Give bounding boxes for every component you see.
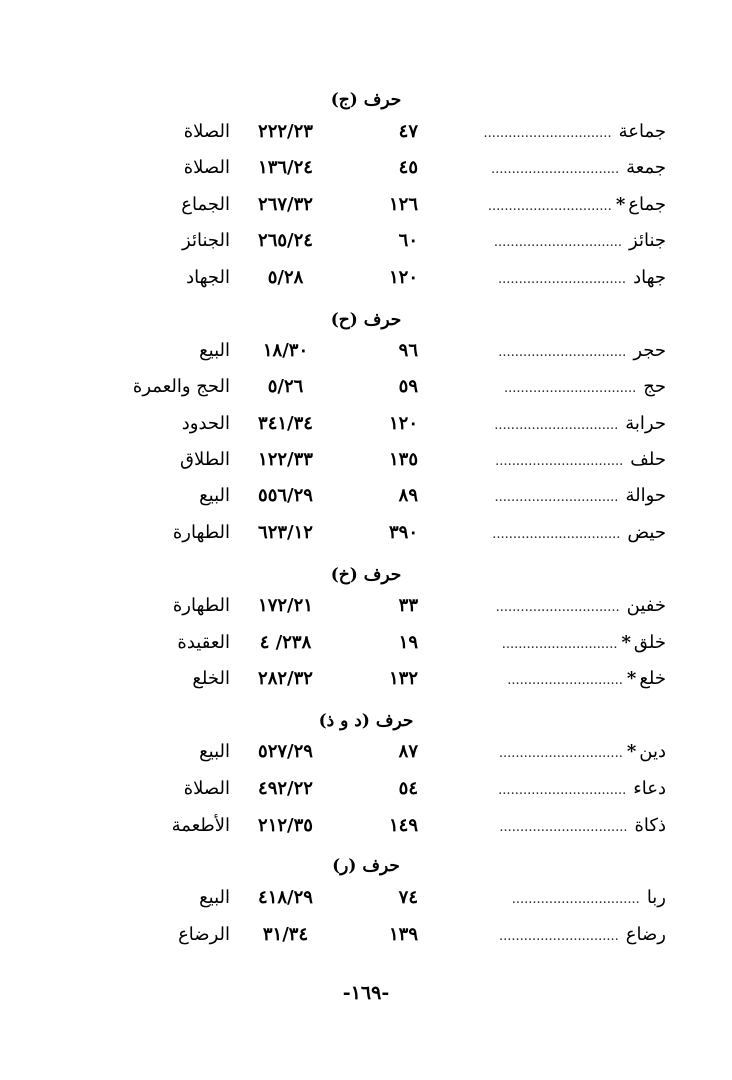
volume-reference: ٦٢٣/١٢ [258,522,313,543]
term: خلق*............................ [501,632,666,653]
page-number: ٤٥ [398,157,418,178]
volume-reference: ١٨/٣٠ [262,340,309,361]
book-name: الصلاة [183,778,230,799]
term: ربا............................... [511,887,666,908]
term: رضاع............................. [498,924,666,945]
section-title: حرف (ج) [330,90,402,110]
book-name: العقيدة [177,632,230,653]
list-item [0,632,732,662]
volume-reference: ٥/٢٨ [267,267,304,288]
page-number: ٦٠ [398,230,418,251]
term: حيض............................... [492,522,666,543]
volume-reference: ٢٨٢/٣٢ [258,668,313,689]
volume-reference: ٢٣٨/ ٤ [259,632,312,653]
page-number: ٣٣ [398,595,418,616]
term: حج................................ [504,376,666,397]
page-number: ٤٧ [398,121,418,142]
term: جمعة............................... [491,157,666,178]
book-name: البيع [199,340,230,361]
list-item [0,595,732,625]
page-number: ١٢٠ [388,413,418,434]
volume-reference: ٤١٨/٢٩ [258,887,313,908]
book-name: الرضاع [178,924,230,945]
list-item [0,413,732,443]
page-number: ١٤٩ [388,815,418,836]
volume-reference: ٢٢٢/٢٣ [258,121,313,142]
list-item [0,887,732,917]
term: خفين.............................. [495,595,666,616]
term: جماعة............................... [483,121,666,142]
book-name: الطهارة [172,522,230,543]
volume-reference: ١٧٢/٢١ [258,595,313,616]
book-name: البيع [199,887,230,908]
list-item [0,376,732,406]
book-name: الجماع [181,194,230,215]
list-item [0,741,732,771]
book-name: البيع [199,485,230,506]
page-number: ١٩ [398,632,418,653]
page-footer-number: -١٦٩- [342,982,390,1004]
page-number: ١٣٢ [388,668,418,689]
section-title: حرف (ح) [330,310,402,330]
book-name: البيع [199,741,230,762]
book-name: الصلاة [183,121,230,142]
book-name: الطهارة [172,595,230,616]
list-item [0,522,732,552]
list-item [0,815,732,845]
volume-reference: ٢١٢/٣٥ [258,815,313,836]
volume-reference: ٣٤١/٣٤ [258,413,313,434]
term: حوالة.............................. [494,485,666,506]
volume-reference: ١٣٦/٢٤ [258,157,313,178]
volume-reference: ٢٦٧/٣٢ [258,194,313,215]
volume-reference: ٢٦٥/٢٤ [258,230,313,251]
book-name: الخلع [192,668,230,689]
term: دعاء............................... [498,778,666,799]
page-number: ٩٦ [398,340,418,361]
book-name: الجنائز [182,230,230,251]
page-number: ٥٤ [398,778,418,799]
term: جهاد............................... [497,267,666,288]
term: حلف............................... [495,449,666,470]
page-number: ١٣٥ [388,449,418,470]
page-number: ١٢٦ [388,194,418,215]
volume-reference: ٣١/٣٤ [262,924,309,945]
list-item [0,778,732,808]
page-number: ٨٧ [398,741,418,762]
term: جنائز............................... [493,230,666,251]
list-item [0,449,732,479]
term: حجر............................... [498,340,666,361]
page-number: ١٣٩ [388,924,418,945]
section-title: حرف (د و ذ) [318,711,414,731]
section-title: حرف (ر) [332,856,400,876]
list-item [0,924,732,954]
volume-reference: ٥٢٧/٢٩ [258,741,313,762]
book-name: الأطعمة [171,815,230,836]
section-title: حرف (خ) [330,565,402,585]
list-item [0,230,732,260]
list-item [0,267,732,297]
term: ذكاة............................... [499,815,666,836]
book-name: الجهاد [186,267,230,288]
list-item [0,121,732,151]
page-number: ٣٩٠ [388,522,418,543]
list-item [0,157,732,187]
volume-reference: ٥٥٦/٢٩ [258,485,313,506]
page-number: ١٢٠ [388,267,418,288]
book-name: الصلاة [183,157,230,178]
book-name: الطلاق [180,449,230,470]
book-name: الحدود [181,413,230,434]
volume-reference: ٤٩٢/٢٢ [258,778,313,799]
term: دين*.............................. [498,741,666,762]
list-item [0,485,732,515]
list-item [0,340,732,370]
book-name: الحج والعمرة [132,376,230,397]
page-number: ٨٩ [398,485,418,506]
term: جماع*.............................. [487,194,666,215]
page-number: ٥٩ [398,376,418,397]
list-item [0,668,732,698]
volume-reference: ١٢٢/٣٣ [258,449,313,470]
page-number: ٧٤ [398,887,418,908]
list-item [0,194,732,224]
volume-reference: ٥/٢٦ [267,376,304,397]
term: خلع*............................ [507,668,666,689]
term: حرابة.............................. [494,413,666,434]
